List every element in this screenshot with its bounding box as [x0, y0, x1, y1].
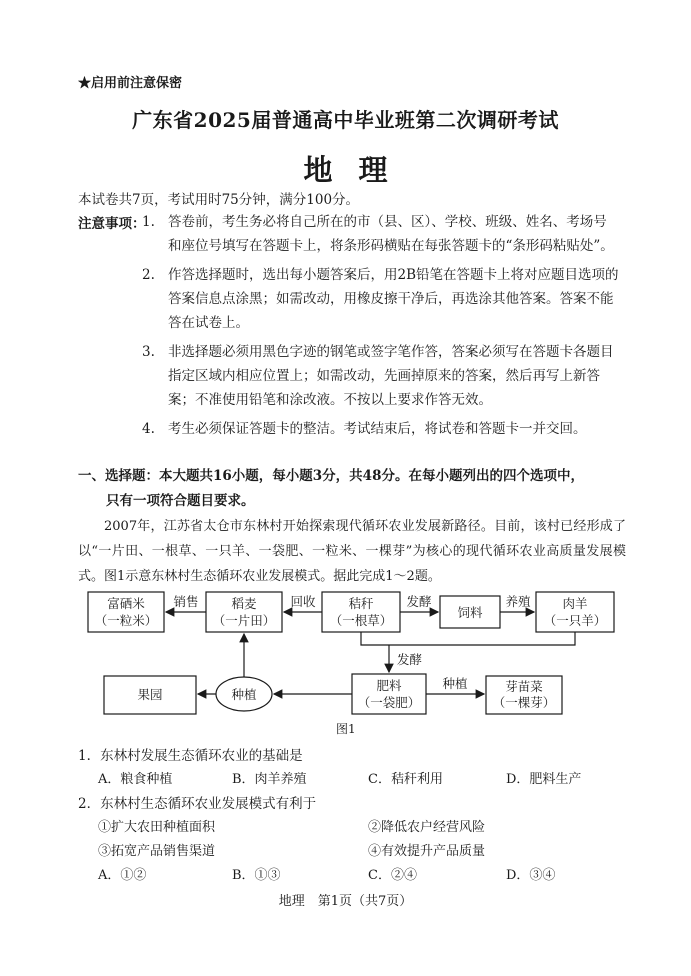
box-fertilizer-sub: （一袋肥） — [357, 695, 421, 710]
label-ferment-top: 发酵 — [406, 594, 432, 609]
box-paddy-name: 稻麦 — [231, 596, 257, 611]
page-footer: 地理 第1页（共7页） — [278, 894, 413, 909]
box-sprout-name: 芽苗菜 — [505, 679, 543, 694]
q2-option-b: B．①③ — [232, 868, 281, 883]
q2-option-c: C．②④ — [368, 868, 417, 883]
passage: 2007年，江苏省太仓市东林村开始探索现代循环农业发展新路径。目前，该村已经形成了以“一片田、一根草、一只羊、一袋肥、一粒米、一棵芽”为核心的现代循环农业高质量发展模式。图1示意东林村生态循环农业发展模式。据此完成1～2题。 — [78, 519, 626, 584]
q1-option-b: B．肉羊养殖 — [232, 772, 307, 787]
notice-number: 2. — [142, 267, 155, 283]
exam-info: 本试卷共7页，考试用时75分钟，满分100分。 — [78, 192, 360, 208]
notice-label: 注意事项： — [78, 216, 146, 232]
q2-statement-3: ③拓宽产品销售渠道 — [98, 844, 216, 859]
confidential-mark: ★启用前注意保密 — [78, 76, 183, 91]
notice-text: 作答选择题时，选出每小题答案后，用2B铅笔在答题卡上将对应题目选项的答案信息点涂黑；如需改动，用橡皮擦干净后，再选涂其他答案。答案不能答在试卷上。 — [168, 267, 619, 331]
label-sell: 销售 — [173, 594, 199, 609]
section-heading-line: 一、选择题：本大题共16小题，每小题3分，共48分。在每小题列出的四个选项中， — [78, 468, 584, 484]
notice-number: 3. — [142, 344, 155, 360]
q1-option-a: A．粮食种植 — [98, 772, 173, 787]
notice-text: 非选择题必须用黑色字迹的钢笔或签字笔作答，答案必须写在答题卡各题目指定区域内相应位置上；如需改动，先画掉原来的答案，然后再写上新答案；不准使用铅笔和涂改液。不按以上要求作答无效。 — [168, 344, 614, 408]
box-rice-name: 富硒米 — [107, 596, 145, 611]
q2-option-a: A．①② — [98, 868, 147, 883]
q1-option-c: C．秸秆利用 — [368, 772, 443, 787]
subject-title: 地理 — [303, 153, 414, 187]
label-recycle: 回收 — [290, 594, 316, 609]
question-1-stem: 1．东林村发展生态循环农业的基础是 — [78, 748, 303, 764]
box-sheep-sub: （一只羊） — [543, 613, 607, 628]
label-raise: 养殖 — [505, 594, 531, 609]
label-plant: 种植 — [442, 676, 468, 691]
box-sheep-name: 肉羊 — [562, 596, 588, 611]
q1-option-d: D．肥料生产 — [506, 772, 582, 787]
link-sheep — [389, 632, 575, 645]
notice-text: 答卷前，考生务必将自己所在的市（县、区）、学校、班级、姓名、考场号和座位号填写在答题卡上，将条形码横贴在每张答题卡的“条形码粘贴处”。 — [168, 214, 614, 254]
box-paddy-sub: （一片田） — [212, 613, 276, 628]
question-2-stem: 2．东林村生态循环农业发展模式有利于 — [78, 796, 317, 812]
box-straw-name: 秸秆 — [348, 596, 374, 611]
q2-statement-2: ②降低农户经营风险 — [368, 820, 486, 835]
box-rice-sub: （一粒米） — [94, 613, 158, 628]
box-orchard-name: 果园 — [137, 687, 163, 702]
box-straw-sub: （一根草） — [329, 613, 393, 628]
box-fertilizer-name: 肥料 — [376, 678, 402, 693]
exam-title: 广东省2025届普通高中毕业班第二次调研考试 — [132, 108, 559, 132]
box-feed-name: 饲料 — [457, 605, 483, 620]
notice-text: 考生必须保证答题卡的整洁。考试结束后，将试卷和答题卡一并交回。 — [168, 421, 587, 437]
q2-statement-1: ①扩大农田种植面积 — [98, 820, 216, 835]
section-heading-line: 只有一项符合题目要求。 — [106, 493, 255, 509]
label-ferment-mid: 发酵 — [397, 652, 423, 667]
box-sprout-sub: （一棵芽） — [492, 695, 556, 710]
ellipse-planting-name: 种植 — [231, 687, 257, 702]
link-straw — [361, 632, 389, 645]
figure-caption: 图1 — [336, 722, 356, 736]
q2-statement-4: ④有效提升产品质量 — [368, 844, 486, 859]
notice-number: 4. — [142, 421, 155, 437]
q2-option-d: D．③④ — [506, 868, 556, 883]
notice-number: 1. — [142, 214, 155, 230]
